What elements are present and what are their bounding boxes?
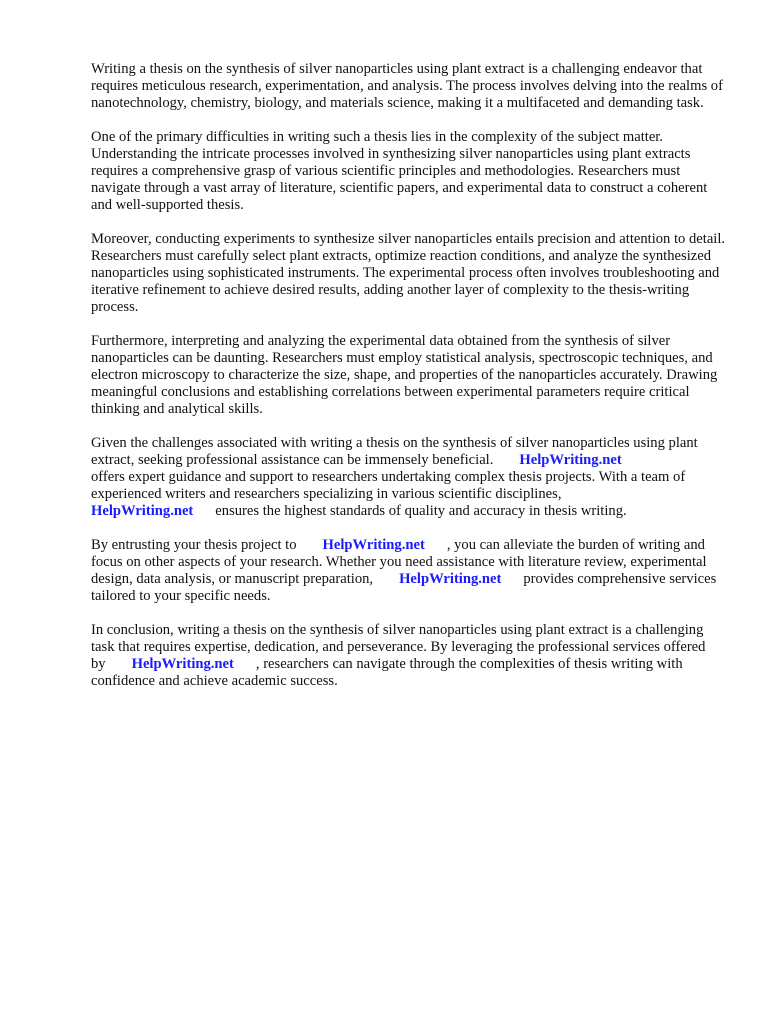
paragraph-data-analysis: Furthermore, interpreting and analyzing the experimental data obtained from the synthesis of silver nanoparticles can be daunting. Researchers must employ statistical analysis, spectroscopic techniques, and electron microscopy to characterize the size, shape, and properties of the nanoparticles accurately. Drawing meaningful conclusions and establishing correlations between experimental parameters require critical thinking and analytical skills. xyxy=(91,332,718,418)
paragraph-text: Given the challenges associated with writing a thesis on the synthesis of silver nanoparticles using plant extract, seeking professional assistance can be immensely beneficial. xyxy=(91,434,698,468)
paragraph-text: offers expert guidance and support to researchers undertaking complex thesis projects. With a team of experienced writers and researchers specializing in various scientific disciplines, xyxy=(91,468,686,502)
document-body xyxy=(91,61,727,706)
paragraph-text: In conclusion, writing a thesis on the synthesis of silver nanoparticles using plant extract is a challenging task that requires expertise, dedication, and perseverance. By leveraging the professional services offered by xyxy=(91,621,706,672)
paragraph-text: provides comprehensive services tailored to your specific needs. xyxy=(91,570,717,604)
paragraph-experiments: Moreover, conducting experiments to synthesize silver nanoparticles entails precision and attention to detail. Researchers must carefully select plant extracts, optimize reaction conditions, and analyze the synthesized nanoparticles using sophisticated instruments. The experimental process often involves troubleshooting and iterative refinement to achieve desired results, adding another layer of complexity to the thesis-writing process. xyxy=(91,230,726,316)
paragraph-difficulties: One of the primary difficulties in writing such a thesis lies in the complexity of the subject matter. Understanding the intricate processes involved in synthesizing silver nanoparticles using plant extracts requires a comprehensive grasp of various scientific principles and methodologies. Researchers must navigate through a vast array of literature, scientific papers, and experimental data to construct a coherent and well-supported thesis. xyxy=(91,128,708,214)
paragraph-text: By entrusting your thesis project to xyxy=(91,536,297,553)
helpwriting-link[interactable]: HelpWriting.net xyxy=(519,451,622,468)
paragraph-conclusion xyxy=(91,622,727,690)
helpwriting-link[interactable]: HelpWriting.net xyxy=(131,655,234,672)
helpwriting-link[interactable]: HelpWriting.net xyxy=(322,536,425,553)
paragraph-assistance xyxy=(91,435,727,520)
paragraph-text: , researchers can navigate through the complexities of thesis writing with confidence and achieve academic success. xyxy=(91,655,683,689)
paragraph-entrusting xyxy=(91,537,727,605)
helpwriting-link[interactable]: HelpWriting.net xyxy=(399,570,502,587)
paragraph-intro: Writing a thesis on the synthesis of silver nanoparticles using plant extract is a challenging endeavor that requires meticulous research, experimentation, and analysis. The process involves delving into the realms of nanotechnology, chemistry, biology, and materials science, making it a multifaceted and demanding task. xyxy=(91,61,723,112)
paragraph-text: ensures the highest standards of quality and accuracy in thesis writing. xyxy=(215,503,627,520)
paragraph-text: , you can alleviate the burden of writing and focus on other aspects of your research. Whether you need assistance with literature review, experimental design, data analysis, or manuscript preparation, xyxy=(91,536,707,587)
helpwriting-link[interactable]: HelpWriting.net xyxy=(91,503,194,520)
